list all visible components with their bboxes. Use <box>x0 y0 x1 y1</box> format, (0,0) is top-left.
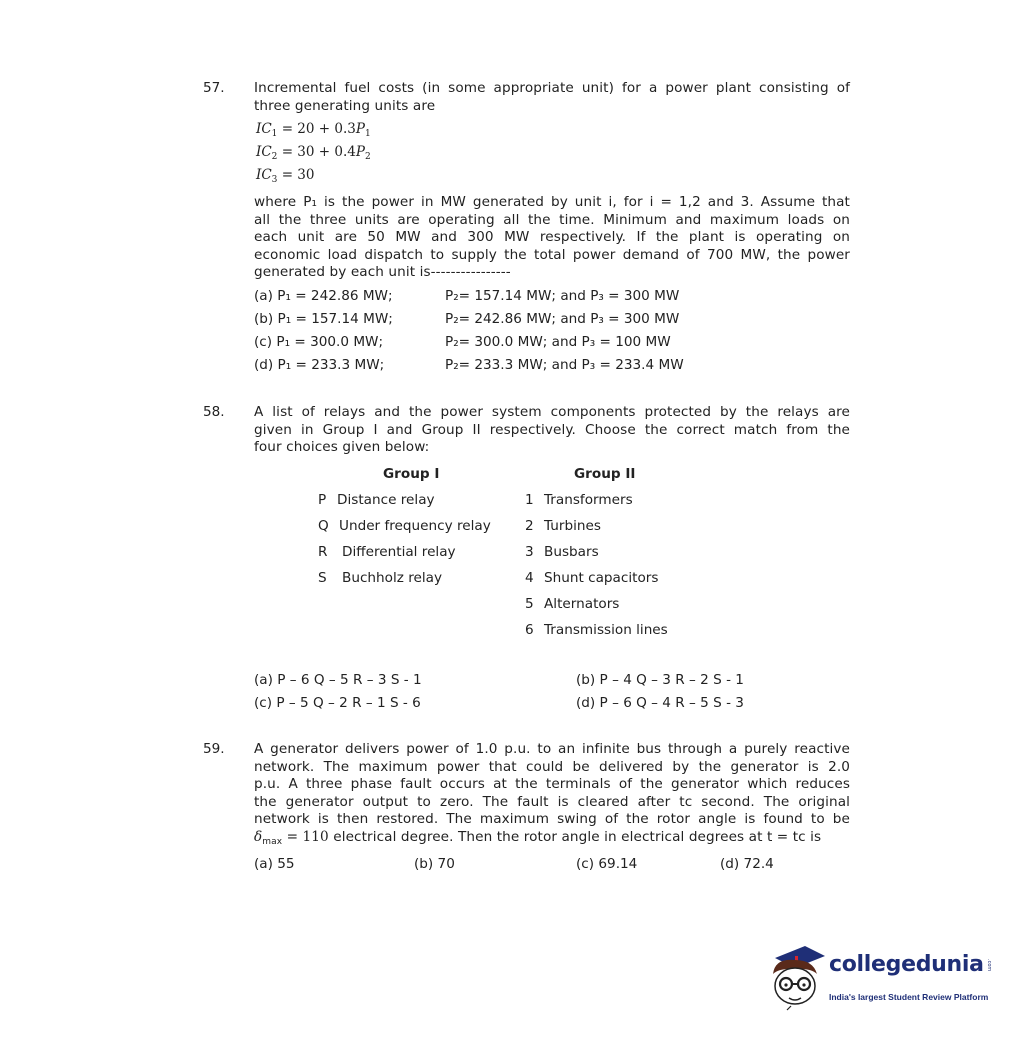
q57-option-d-left: (d) P₁ = 233.3 MW; <box>254 357 385 373</box>
q58-number: 58. <box>203 404 225 420</box>
brand-tagline: India's largest Student Review Platform <box>829 992 989 1002</box>
q57-number: 57. <box>203 80 225 96</box>
group-1-key: S <box>318 570 327 586</box>
q58-option-a: (a) P – 6 Q – 5 R – 3 S - 1 <box>254 672 422 688</box>
group-2-key: 2 <box>525 518 534 534</box>
group-1-label: Buchholz relay <box>342 570 443 586</box>
brand-name: collegedunia <box>829 952 984 977</box>
q58-text: A list of relays and the power system components protected by the relays are given in Group I and Group II respectively. Choose the correct match from the four choices given below: <box>254 404 850 456</box>
q57-equation-2: $IC_2 = 30 + 0.4P_2$ <box>256 144 371 162</box>
q59-option-b: (b) 70 <box>414 856 455 872</box>
group-2-key: 3 <box>525 544 534 560</box>
q59-text: A generator delivers power of 1.0 p.u. to an infinite bus through a purely reactive network. The maximum power that could be delivered by the generator is 2.0 p.u. A three phase fault occurs at the terminals of the generator which reduces the generator output to zero. The fault is cleared after tᴄ second. The original network is then restored. The maximum swing of the rotor angle is found to be $\delta_{max} = 110$ electrical degree. Then the rotor angle in electrical degrees at t = tᴄ is <box>254 741 850 847</box>
group-1-heading: Group I <box>383 466 440 482</box>
group-2-label: Shunt capacitors <box>544 570 659 586</box>
group-1-key: P <box>318 492 327 508</box>
group-2-label: Transmission lines <box>544 622 668 638</box>
q58-option-d: (d) P – 6 Q – 4 R – 5 S - 3 <box>576 695 744 711</box>
q57-intro: Incremental fuel costs (in some appropriate unit) for a power plant consisting of three generating units are <box>254 80 850 114</box>
q59-option-d: (d) 72.4 <box>720 856 774 872</box>
group-2-key: 6 <box>525 622 534 638</box>
q57-option-d-right: P₂= 233.3 MW; and P₃ = 233.4 MW <box>445 357 684 373</box>
collegedunia-logo <box>765 944 995 1014</box>
q59-number: 59. <box>203 741 225 757</box>
q57-option-a-right: P₂= 157.14 MW; and P₃ = 300 MW <box>445 288 680 304</box>
q57-body: where P₁ is the power in MW generated by unit i, for i = 1,2 and 3. Assume that all the three units are operating all the time. Minimum and maximum loads on each unit are 50 MW and 300 MW respectively. If the plant is operating on economic load dispatch to supply the total power demand of 700 MW, the power generated by each unit is---------------- <box>254 194 850 281</box>
group-1-label: Differential relay <box>342 544 456 560</box>
group-1-label: Under frequency relay <box>339 518 491 534</box>
q58-option-c: (c) P – 5 Q – 2 R – 1 S - 6 <box>254 695 421 711</box>
q57-equation-3: $IC_3 = 30$ <box>256 167 315 185</box>
group-2-label: Alternators <box>544 596 620 612</box>
brand-dotcom: .com <box>986 959 992 972</box>
q57-option-c-right: P₂= 300.0 MW; and P₃ = 100 MW <box>445 334 671 350</box>
group-1-key: Q <box>318 518 329 534</box>
group-2-label: Busbars <box>544 544 599 560</box>
group-2-key: 5 <box>525 596 534 612</box>
group-2-key: 4 <box>525 570 534 586</box>
q58-option-b: (b) P – 4 Q – 3 R – 2 S - 1 <box>576 672 744 688</box>
group-1-label: Distance relay <box>337 492 435 508</box>
q57-option-c-left: (c) P₁ = 300.0 MW; <box>254 334 384 350</box>
group-2-key: 1 <box>525 492 534 508</box>
group-2-heading: Group II <box>574 466 636 482</box>
q59-option-a: (a) 55 <box>254 856 295 872</box>
group-2-label: Turbines <box>544 518 601 534</box>
q59-option-c: (c) 69.14 <box>576 856 638 872</box>
group-2-label: Transformers <box>544 492 633 508</box>
q57-equation-1: $IC_1 = 20 + 0.3P_1$ <box>256 121 371 139</box>
q57-option-b-right: P₂= 242.86 MW; and P₃ = 300 MW <box>445 311 680 327</box>
q57-option-a-left: (a) P₁ = 242.86 MW; <box>254 288 393 304</box>
q57-option-b-left: (b) P₁ = 157.14 MW; <box>254 311 393 327</box>
graduate-mascot-icon <box>765 944 827 1014</box>
group-1-key: R <box>318 544 328 560</box>
